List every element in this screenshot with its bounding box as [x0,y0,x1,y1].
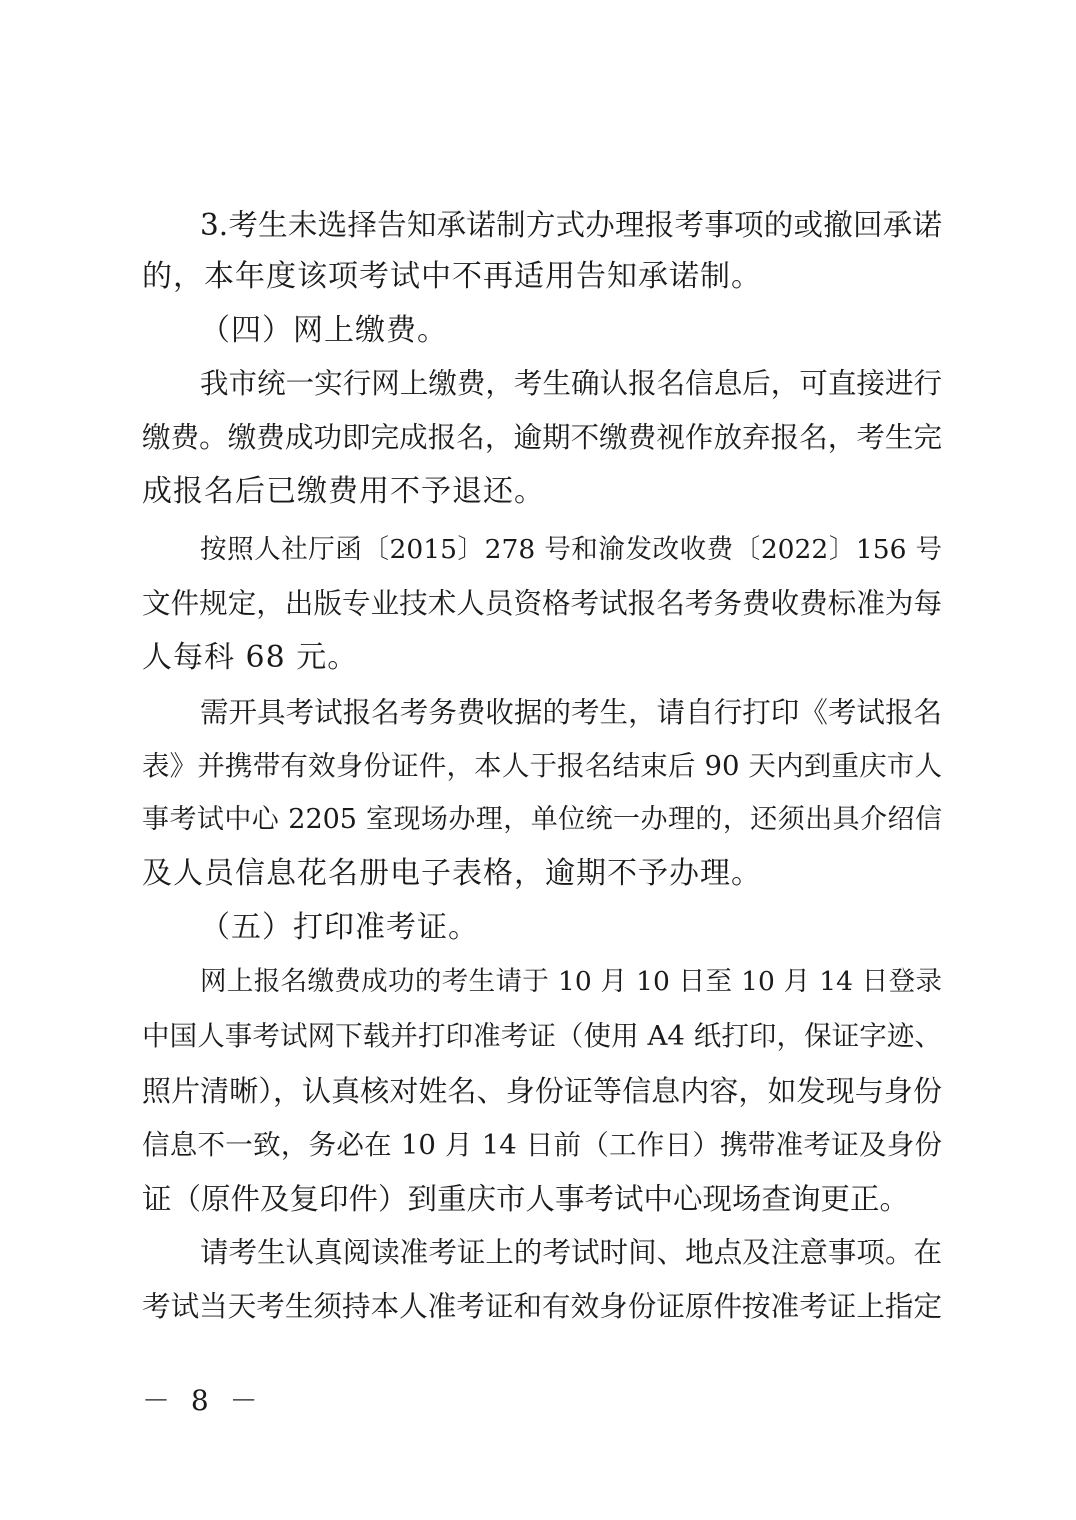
paragraph-line: 中国人事考试网下载并打印准考证（使用 A4 纸打印，保证字迹、 [142,1020,942,1052]
paragraph-line: 文件规定，出版专业技术人员资格考试报名考务费收费标准为每 [142,587,942,620]
paragraph-line: 表》并携带有效身份证件，本人于报名结束后 90 天内到重庆市人 [142,750,942,782]
paragraph-line: 3.考生未选择告知承诺制方式办理报考事项的或撤回承诺 [200,208,942,242]
paragraph-line: 缴费。缴费成功即完成报名，逾期不缴费视作放弃报名，考生完 [142,421,942,454]
paragraph-line: 人每科 68 元。 [142,640,359,675]
paragraph-line: 考试当天考生须持本人准考证和有效身份证原件按准考证上指定 [142,1290,942,1323]
paragraph-line: 事考试中心 2205 室现场办理，单位统一办理的，还须出具介绍信 [142,804,942,835]
paragraph-line: 请考生认真阅读准考证上的考试时间、地点及注意事项。在 [200,1236,942,1269]
paragraph-line: 我市统一实行网上缴费，考生确认报名信息后，可直接进行 [200,367,942,400]
paragraph-line: 成报名后已缴费用不予退还。 [142,474,545,509]
paragraph-line: 按照人社厅函〔2015〕278 号和渝发改收费〔2022〕156 号 [200,534,942,565]
section-heading: （五）打印准考证。 [200,910,479,945]
paragraph-line: 照片清晰），认真核对姓名、身份证等信息内容，如发现与身份 [142,1074,942,1108]
page-number: － 8 － [142,1384,264,1417]
paragraph-line: 证（原件及复印件）到重庆市人事考试中心现场查询更正。 [142,1182,910,1216]
paragraph-line: 信息不一致，务必在 10 月 14 日前（工作日）携带准考证及身份 [142,1129,942,1161]
paragraph-line: 需开具考试报名考务费收据的考生，请自行打印《考试报名 [200,696,942,729]
paragraph-line: 及人员信息花名册电子表格，逾期不予办理。 [142,856,762,891]
paragraph-line: 网上报名缴费成功的考生请于 10 月 10 日至 10 月 14 日登录 [200,966,942,997]
section-heading: （四）网上缴费。 [200,313,448,348]
paragraph-line: 的，本年度该项考试中不再适用告知承诺制。 [142,259,762,294]
